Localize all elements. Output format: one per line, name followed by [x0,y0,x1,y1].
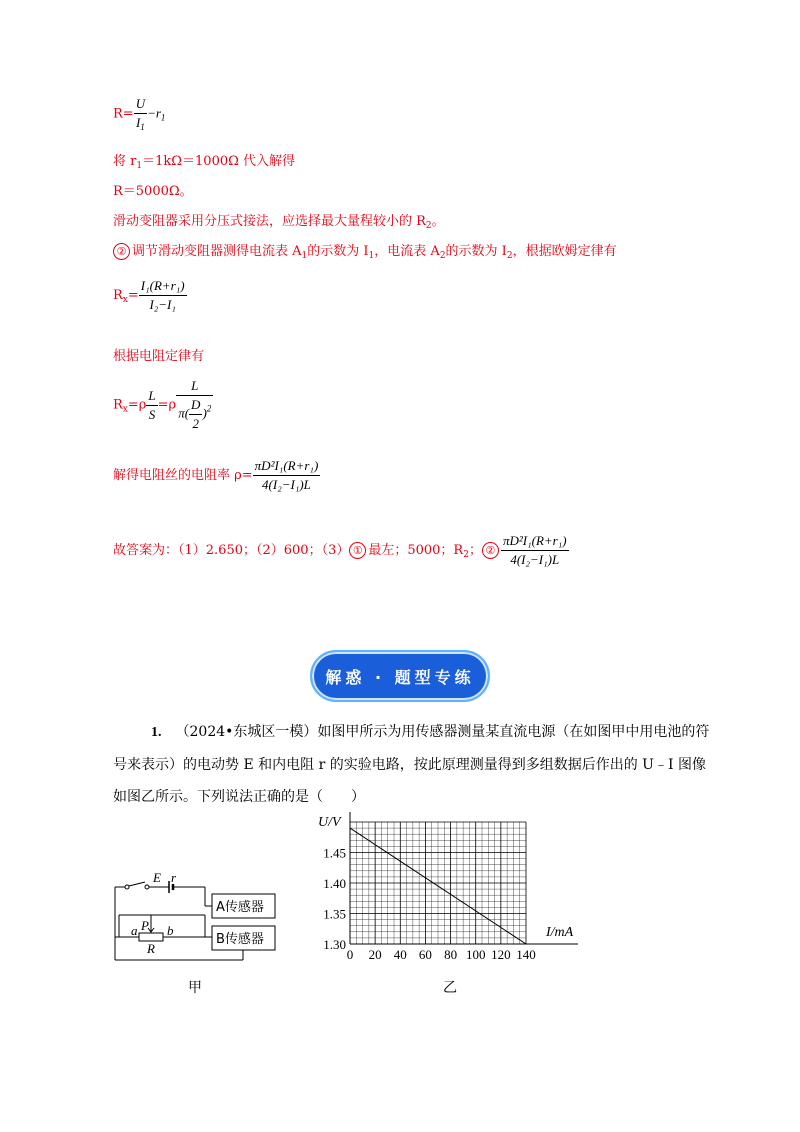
x-tick-label: 100 [465,947,486,962]
question-1 [113,716,713,813]
label-P: P [141,918,149,933]
eq3-rho2: =ρ [157,397,177,413]
step2-sub2: 2 [439,251,446,261]
slide-post: 。 [431,214,445,229]
answer-frac [501,533,569,568]
rx-label: R [113,288,123,303]
rx-sub: x [122,295,128,305]
x-tick-label: 20 [368,947,382,962]
equation-rho [113,458,320,493]
eq3-mid: =ρ [127,397,147,413]
caption-yi [443,977,457,997]
eq3-pow: 2 [206,403,212,414]
eq3-D: D [189,397,202,415]
sub-post: ＝1kΩ＝1000Ω 代入解得 [142,154,296,169]
step2-c: ，电流表 A [374,244,440,259]
eq1-num: U [134,96,147,114]
caption-jia: 甲 [188,980,202,996]
y-tick-label: 1.35 [323,906,346,922]
switch-right-terminal [145,885,149,889]
eq4-den: 4(I₂−I₁)L [262,477,311,492]
y-axis-label: U/V [318,815,341,830]
eq3-frac1 [146,388,157,423]
answer-mid-sub: 2 [463,550,469,560]
label-R: R [147,941,155,956]
answer-num: πD²I₁(R+r₁) [501,533,569,551]
x-tick-label: 40 [393,947,407,962]
x-tick-label: 140 [516,947,536,962]
answer-line [113,533,569,568]
rx-sub-2: x [122,404,128,415]
u-i-chart [310,808,600,968]
equation-rx-law [113,378,213,432]
eq4-frac [253,458,321,493]
line-result: R＝5000Ω。 [113,184,193,199]
eq3-L: L [146,388,157,406]
step2-sub1: 1 [301,251,308,261]
switch-blade [129,882,145,886]
step2-e: ，根据欧姆定律有 [512,244,617,259]
chart-ticks [323,846,536,963]
eq3-close: ) [202,405,207,421]
chart-axes [350,812,578,944]
eq3-L2: L [176,378,213,396]
section-banner [310,650,490,702]
step2-d: 的示数为 I [445,244,507,259]
sub-idx: 1 [136,161,143,171]
answer-sep: ； [468,543,482,558]
answer-mid: 最左；5000；R [368,543,464,558]
eq3-2: 2 [192,416,199,431]
eq2-den: I₂−I₁ [149,297,176,312]
step2-sub2b: 2 [506,251,513,261]
x-axis-label: I/mA [546,925,574,940]
y-tick-label: 1.40 [323,876,346,891]
y-tick-label: 1.30 [323,937,346,952]
step2-a: 调节滑动变阻器测得电流表 A [132,244,302,259]
eq3-S: S [148,406,156,422]
eq1-lhs: R= [113,106,134,122]
sensor-b-label: B传感器 [216,932,264,947]
answer-circle-1: ① [349,542,366,559]
line-substitute [113,150,295,171]
label-a: a [131,923,138,938]
answer-circle-2: ② [482,542,499,559]
eq3-pi: π( [178,405,190,421]
eq1-den: I [135,115,141,130]
sub-pre: 将 r [113,154,137,169]
step2-sub1b: 1 [368,251,375,261]
eq1-frac [134,96,147,132]
eq4-num: πD²I₁(R+r₁) [253,458,321,476]
sensor-a-label: A传感器 [216,900,264,915]
equation-rx: $R_x=$ $\frac{\text{I₁(R+r₁)}}{\text{I₂−I₁}}$ [113,278,185,312]
equation-r [113,96,165,132]
rx-label-2: R [113,397,123,413]
rheostat-body [139,933,163,941]
rho-label: 解得电阻丝的电阻率 ρ= [113,468,253,483]
answer-den: 4(I₂−I₁)L [510,552,560,567]
line-law: 根据电阻定律有 [113,349,205,364]
caption-yi-text: 乙 [443,980,457,996]
y-tick-label: 1.45 [323,845,346,861]
circle-2: ② [113,243,130,260]
x-tick-label: 60 [418,947,432,962]
slide-pre: 滑动变阻器采用分压式接法，应选择最大量程较小的 R [113,214,426,229]
slide-idx: 2 [425,221,432,231]
eq3-dfrac [189,397,202,432]
chart-grid [350,822,526,944]
step2-b: 的示数为 I [307,244,369,259]
x-tick-label: 120 [491,947,511,962]
x-tick-label: 0 [346,947,354,962]
banner-label: 解惑 · 题型专练 [325,667,475,687]
line-slide [113,210,445,231]
circuit-diagram [105,860,285,970]
eq1-tail-sub: 1 [160,112,166,123]
eq1-tail: −r [147,105,161,121]
line-step2 [113,240,617,261]
label-E: E [153,870,161,885]
question-number: 1. [151,725,162,740]
eq3-frac2 [176,378,213,432]
label-b: b [167,923,174,938]
eq1-den-sub: 1 [140,122,145,132]
x-tick-label: 80 [444,947,458,962]
eq2-frac [139,278,187,313]
eq2-num: I₁(R+r₁) [139,278,187,296]
answer-pre: 故答案为：（1）2.650；（2）600；（3） [113,543,350,558]
question-text: （2024•东城区一模）如图甲所示为用传感器测量某直流电源（在如图甲中用电池的符号来表示）的电动势 E 和内电阻 r 的实验电路，按此原理测量得到多组数据后作出的 U﹣I 图像如图乙所示。下列说法正确的是（ ） [113,724,710,805]
switch-left-terminal [125,885,129,889]
label-r: r [171,870,177,885]
